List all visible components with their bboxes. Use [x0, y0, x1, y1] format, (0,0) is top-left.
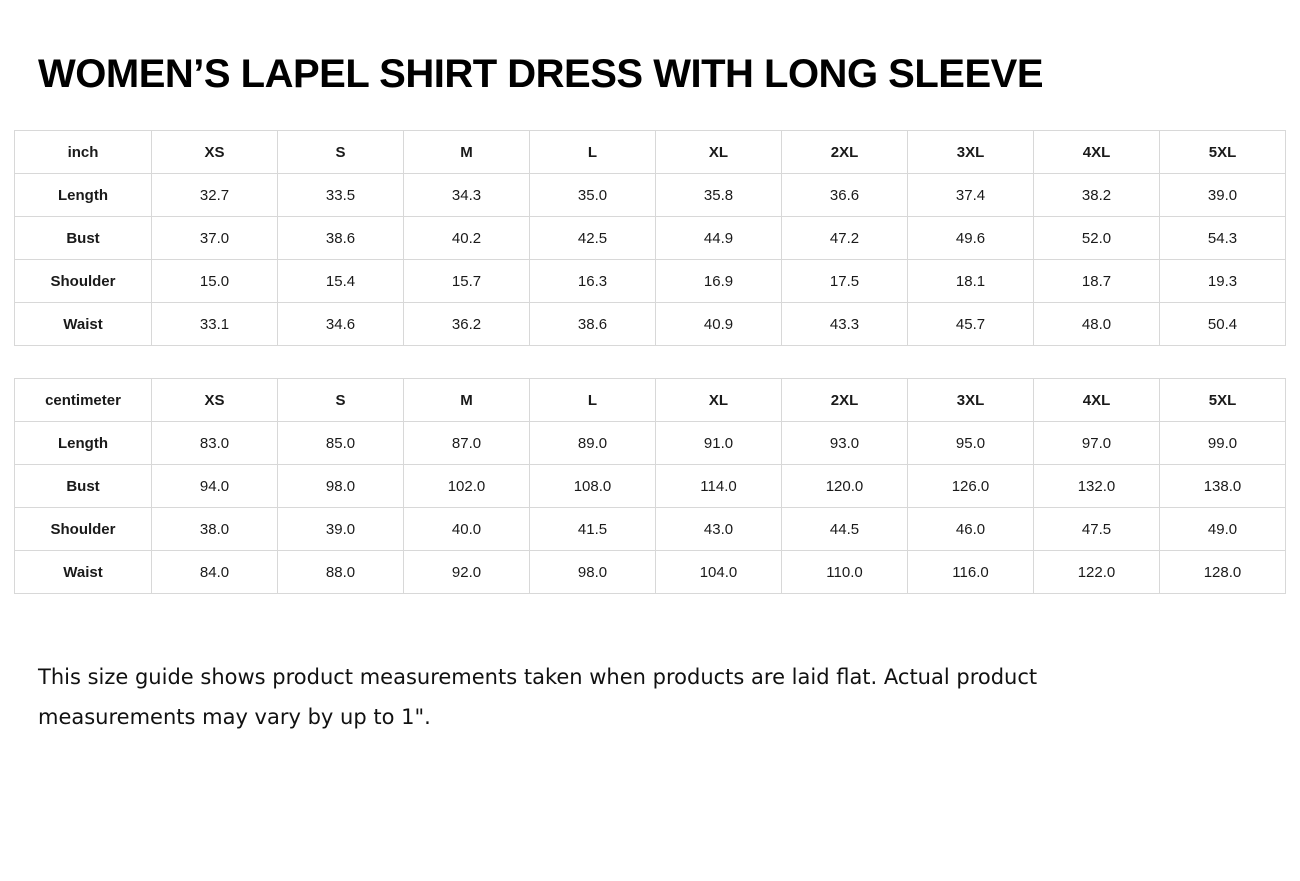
cell: 15.0: [152, 260, 278, 303]
cell: 87.0: [404, 422, 530, 465]
table-row: [15, 260, 1286, 303]
measure-label-bust: Bust: [15, 465, 152, 508]
cell: 37.4: [908, 174, 1034, 217]
size-header-l: L: [530, 379, 656, 422]
measure-label-waist: Waist: [15, 551, 152, 594]
cell: 40.2: [404, 217, 530, 260]
cell: 38.2: [1034, 174, 1160, 217]
cell: 102.0: [404, 465, 530, 508]
cell: 128.0: [1160, 551, 1286, 594]
cell: 17.5: [782, 260, 908, 303]
cell: 35.8: [656, 174, 782, 217]
cell: 41.5: [530, 508, 656, 551]
cell: 33.1: [152, 303, 278, 346]
size-header-2xl: 2XL: [782, 379, 908, 422]
cell: 48.0: [1034, 303, 1160, 346]
size-header-xl: XL: [656, 379, 782, 422]
size-table-inch-head: [15, 131, 1286, 174]
cell: 34.3: [404, 174, 530, 217]
cell: 45.7: [908, 303, 1034, 346]
size-header-xs: XS: [152, 131, 278, 174]
cell: 35.0: [530, 174, 656, 217]
cell: 97.0: [1034, 422, 1160, 465]
cell: 49.6: [908, 217, 1034, 260]
size-header-3xl: 3XL: [908, 131, 1034, 174]
cell: 44.5: [782, 508, 908, 551]
size-header-xl: XL: [656, 131, 782, 174]
size-header-2xl: 2XL: [782, 131, 908, 174]
cell: 36.2: [404, 303, 530, 346]
cell: 122.0: [1034, 551, 1160, 594]
measure-label-shoulder: Shoulder: [15, 508, 152, 551]
measure-label-waist: Waist: [15, 303, 152, 346]
table-spacer: [14, 346, 1286, 378]
cell: 108.0: [530, 465, 656, 508]
cell: 38.0: [152, 508, 278, 551]
cell: 36.6: [782, 174, 908, 217]
cell: 39.0: [1160, 174, 1286, 217]
cell: 37.0: [152, 217, 278, 260]
cell: 34.6: [278, 303, 404, 346]
cell: 54.3: [1160, 217, 1286, 260]
size-table-inch-wrapper: [14, 130, 1286, 346]
cell: 88.0: [278, 551, 404, 594]
table-row: [15, 508, 1286, 551]
cell: 38.6: [278, 217, 404, 260]
cell: 46.0: [908, 508, 1034, 551]
cell: 99.0: [1160, 422, 1286, 465]
size-table-inch: [14, 130, 1286, 346]
unit-label-inch: inch: [15, 131, 152, 174]
measure-label-length: Length: [15, 174, 152, 217]
size-table-centimeter: [14, 378, 1286, 594]
table-row: [15, 217, 1286, 260]
cell: 138.0: [1160, 465, 1286, 508]
size-table-cm-head: [15, 379, 1286, 422]
cell: 120.0: [782, 465, 908, 508]
size-header-3xl: 3XL: [908, 379, 1034, 422]
cell: 93.0: [782, 422, 908, 465]
size-header-s: S: [278, 379, 404, 422]
cell: 83.0: [152, 422, 278, 465]
cell: 49.0: [1160, 508, 1286, 551]
cell: 132.0: [1034, 465, 1160, 508]
cell: 43.0: [656, 508, 782, 551]
table-row: [15, 422, 1286, 465]
cell: 42.5: [530, 217, 656, 260]
cell: 47.5: [1034, 508, 1160, 551]
cell: 15.4: [278, 260, 404, 303]
cell: 32.7: [152, 174, 278, 217]
cell: 98.0: [530, 551, 656, 594]
table-header-row: [15, 379, 1286, 422]
cell: 95.0: [908, 422, 1034, 465]
cell: 50.4: [1160, 303, 1286, 346]
page-title: WOMEN’S LAPEL SHIRT DRESS WITH LONG SLEEVE: [38, 52, 1043, 96]
table-header-row: [15, 131, 1286, 174]
table-row: [15, 174, 1286, 217]
table-row: [15, 465, 1286, 508]
cell: 40.0: [404, 508, 530, 551]
unit-label-centimeter: centimeter: [15, 379, 152, 422]
cell: 39.0: [278, 508, 404, 551]
size-header-xs: XS: [152, 379, 278, 422]
measure-label-length: Length: [15, 422, 152, 465]
size-header-5xl: 5XL: [1160, 131, 1286, 174]
cell: 98.0: [278, 465, 404, 508]
cell: 114.0: [656, 465, 782, 508]
table-row: [15, 551, 1286, 594]
size-header-m: M: [404, 379, 530, 422]
cell: 89.0: [530, 422, 656, 465]
size-header-m: M: [404, 131, 530, 174]
size-table-cm-wrapper: [14, 378, 1286, 594]
cell: 38.6: [530, 303, 656, 346]
size-guide-note: This size guide shows product measurements taken when products are laid flat. Actual product measurements may vary by up to 1".: [38, 665, 1038, 729]
cell: 16.3: [530, 260, 656, 303]
cell: 44.9: [656, 217, 782, 260]
cell: 40.9: [656, 303, 782, 346]
size-guide-page: [0, 52, 1300, 881]
size-header-s: S: [278, 131, 404, 174]
measure-label-bust: Bust: [15, 217, 152, 260]
cell: 18.1: [908, 260, 1034, 303]
size-header-4xl: 4XL: [1034, 131, 1160, 174]
cell: 52.0: [1034, 217, 1160, 260]
cell: 104.0: [656, 551, 782, 594]
size-header-5xl: 5XL: [1160, 379, 1286, 422]
measure-label-shoulder: Shoulder: [15, 260, 152, 303]
cell: 91.0: [656, 422, 782, 465]
cell: 47.2: [782, 217, 908, 260]
cell: 18.7: [1034, 260, 1160, 303]
size-table-cm-body: [15, 422, 1286, 594]
cell: 15.7: [404, 260, 530, 303]
size-header-l: L: [530, 131, 656, 174]
cell: 43.3: [782, 303, 908, 346]
cell: 116.0: [908, 551, 1034, 594]
cell: 16.9: [656, 260, 782, 303]
cell: 92.0: [404, 551, 530, 594]
cell: 126.0: [908, 465, 1034, 508]
size-header-4xl: 4XL: [1034, 379, 1160, 422]
table-row: [15, 303, 1286, 346]
cell: 84.0: [152, 551, 278, 594]
cell: 110.0: [782, 551, 908, 594]
size-table-inch-body: [15, 174, 1286, 346]
cell: 94.0: [152, 465, 278, 508]
cell: 85.0: [278, 422, 404, 465]
cell: 33.5: [278, 174, 404, 217]
cell: 19.3: [1160, 260, 1286, 303]
